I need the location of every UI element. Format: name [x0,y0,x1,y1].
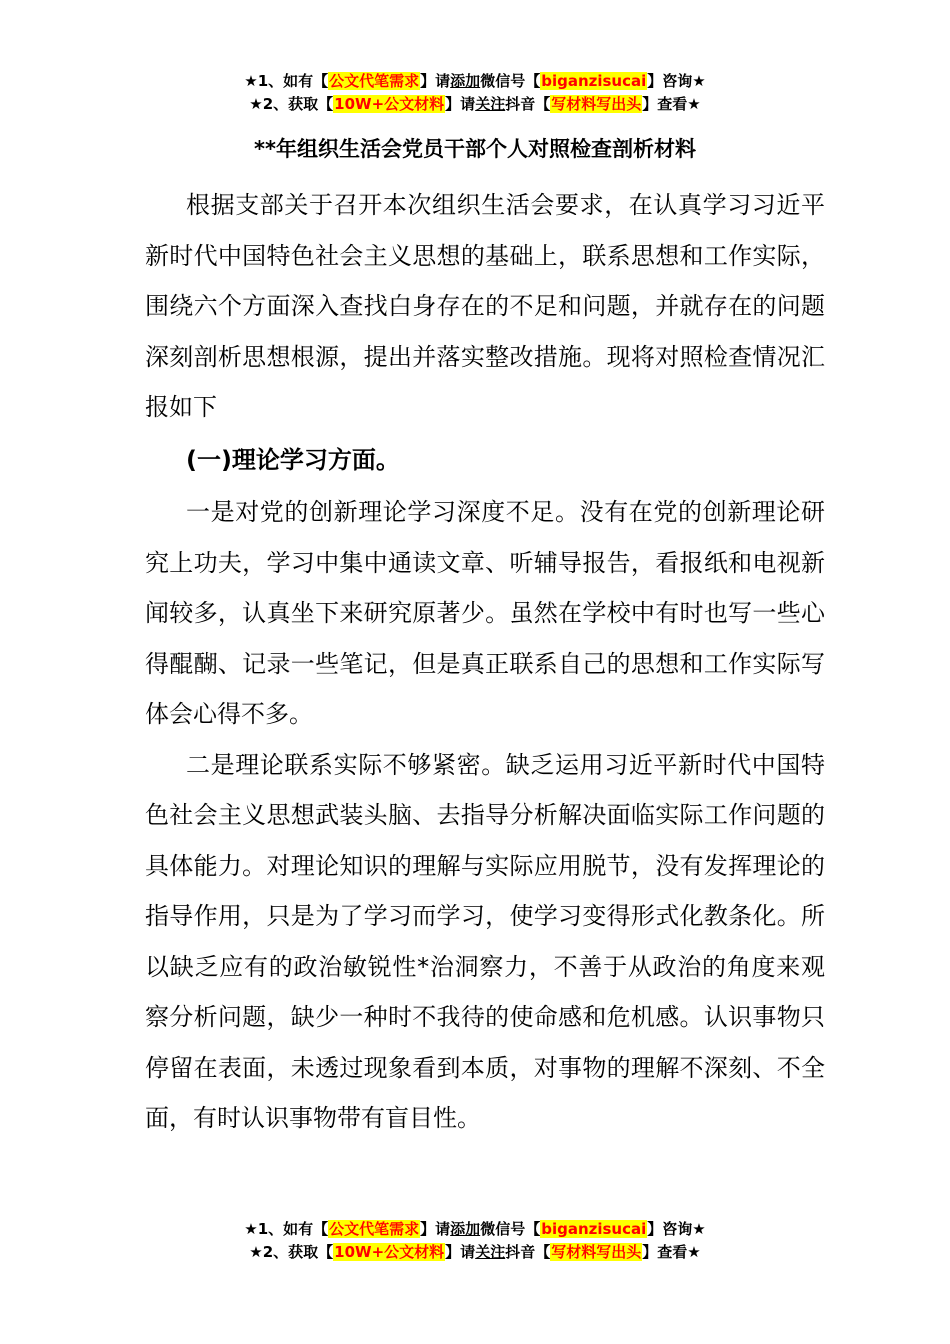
document-title: **年组织生活会党员干部个人对照检查剖析材料 [254,137,696,161]
promo-highlight: 10W+公文材料 [334,95,445,113]
promo-prefix: 1、如有【 [257,1220,329,1238]
promo-highlight: 写材料写出头 [551,95,642,113]
document-body [145,180,825,1144]
promo-text: 】请 [420,72,451,90]
promo-underlined-text: 关注 [475,1243,506,1261]
star-icon: ★ [687,1243,701,1261]
promo-line-1 [0,1218,950,1241]
star-icon: ★ [244,72,258,90]
promo-highlight: 10W+公文材料 [334,1243,445,1261]
promo-text: 抖音【 [505,95,551,113]
promo-highlight: biganzisucai [541,72,647,90]
promo-underlined-text: 关注 [475,95,506,113]
intro-paragraph: 根据支部关于召开本次组织生活会要求，在认真学习习近平新时代中国特色社会主义思想的基础上，联系思想和工作实际，围绕六个方面深入查找白身存在的不足和问题，并就存在的问题深刻剖析思想根源，提出并落实整改措施。现将对照检查情况汇报如下 [145,191,825,421]
promo-text: 】请 [445,1243,476,1261]
section-heading: (一)理论学习方面。 [186,445,400,474]
star-icon: ★ [692,72,706,90]
promo-highlight: biganzisucai [541,1220,647,1238]
header-promo-banner [0,70,950,116]
footer-promo-banner [0,1218,950,1264]
promo-prefix: 2、获取【 [262,1243,334,1261]
star-icon: ★ [244,1220,258,1238]
promo-prefix: 1、如有【 [257,72,329,90]
promo-suffix: 】查看 [642,95,688,113]
star-icon: ★ [692,1220,706,1238]
promo-text: 微信号【 [480,72,541,90]
promo-highlight: 写材料写出头 [551,1243,642,1261]
promo-highlight: 公文代笔需求 [329,72,420,90]
promo-text: 抖音【 [505,1243,551,1261]
promo-underlined-text: 添加 [450,1220,481,1238]
promo-text: 】请 [445,95,476,113]
promo-line-2 [0,93,950,116]
body-paragraph-2: 二是理论联系实际不够紧密。缺乏运用习近平新时代中国特色社会主义思想武装头脑、去指导分析解决面临实际工作问题的具体能力。对理论知识的理解与实际应用脱节，没有发挥理论的指导作用，只是为了学习而学习，使学习变得形式化教条化。所以缺乏应有的政治敏锐性*治洞察力，不善于从政治的角度来观察分析问题，缺少一种时不我待的使命感和危机感。认识事物只停留在表面，未透过现象看到本质，对事物的理解不深刻、不全面，有时认识事物带有盲目性。 [145,750,825,1132]
promo-suffix: 】查看 [642,1243,688,1261]
promo-underlined-text: 添加 [450,72,481,90]
promo-line-1 [0,70,950,93]
promo-prefix: 2、获取【 [262,95,334,113]
promo-line-2 [0,1241,950,1264]
promo-text: 微信号【 [480,1220,541,1238]
body-paragraph-1: 一是对党的创新理论学习深度不足。没有在党的创新理论研究上功夫，学习中集中通读文章、听辅导报告，看报纸和电视新闻较多，认真坐下来研究原著少。虽然在学校中有时也写一些心得醌醐、记录一些笔记，但是真正联系自己的思想和工作实际写体会心得不多。 [145,498,825,728]
star-icon: ★ [249,1243,263,1261]
promo-highlight: 公文代笔需求 [329,1220,420,1238]
promo-suffix: 】咨询 [647,72,693,90]
promo-text: 】请 [420,1220,451,1238]
star-icon: ★ [249,95,263,113]
star-icon: ★ [687,95,701,113]
promo-suffix: 】咨询 [647,1220,693,1238]
